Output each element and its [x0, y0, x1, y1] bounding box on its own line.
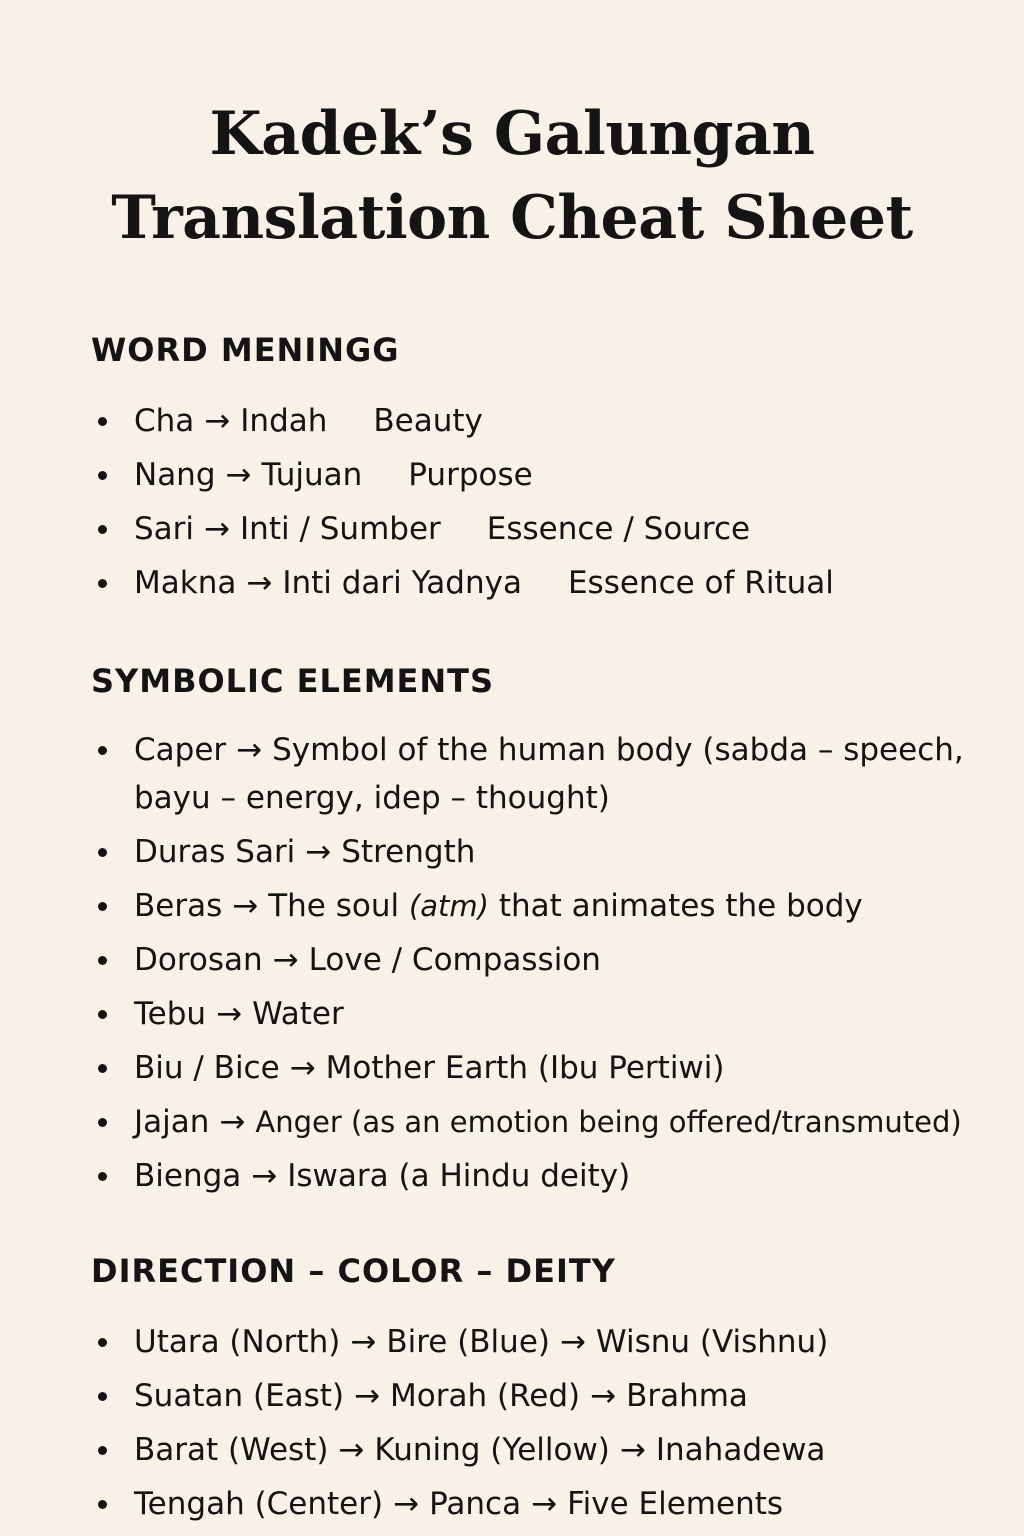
- arrow-icon: →: [251, 1158, 278, 1194]
- title-line-2: Translation Cheat Sheet: [111, 183, 913, 253]
- title-line-1: Kadek’s Galungan: [209, 99, 815, 169]
- list-item: [91, 1098, 981, 1146]
- bullet-icon: [98, 746, 107, 755]
- english-meaning: Beauty: [373, 403, 483, 439]
- arrow-icon: →: [590, 1378, 617, 1414]
- meaning-note: (atm): [408, 889, 489, 923]
- bullet-icon: [98, 471, 107, 480]
- meaning: Strength: [341, 834, 476, 870]
- deity: Brahma: [626, 1378, 748, 1414]
- bullet-icon: [98, 525, 107, 534]
- term: Sari: [134, 511, 195, 547]
- list-item: [91, 1318, 981, 1366]
- list-item: [91, 726, 981, 822]
- english-meaning: Essence of Ritual: [567, 565, 834, 601]
- meaning: Anger (as an emotion being offered/transmuted): [255, 1105, 962, 1139]
- meaning: Iswara (a Hindu deity): [287, 1158, 631, 1194]
- meaning-start: The soul: [268, 888, 400, 924]
- indonesian-meaning: Indah: [240, 403, 328, 439]
- color: Panca: [429, 1486, 522, 1522]
- arrow-icon: →: [305, 834, 332, 870]
- direction: Barat (West): [134, 1432, 329, 1468]
- bullet-icon: [98, 1064, 107, 1073]
- list-item: [91, 1426, 981, 1474]
- word-meaning-heading: WORD MENINGG: [91, 331, 400, 369]
- indonesian-meaning: Inti / Sumber: [240, 511, 441, 547]
- term: Jajan: [134, 1104, 210, 1140]
- term: Biu / Bice: [134, 1050, 280, 1086]
- deity: Wisnu (Vishnu): [595, 1324, 829, 1360]
- arrow-icon: →: [350, 1324, 377, 1360]
- bullet-icon: [98, 848, 107, 857]
- meaning-end: that animates the body: [498, 888, 863, 924]
- direction: Tengah (Center): [134, 1486, 384, 1522]
- meaning: Love / Compassion: [308, 942, 601, 978]
- bullet-icon: [98, 1392, 107, 1401]
- meaning: Symbol of the human body (sabda – speech, bayu – energy, idep – thought): [134, 732, 964, 816]
- term: Bienga: [134, 1158, 242, 1194]
- meaning: Mother Earth (Ibu Pertiwi): [325, 1050, 725, 1086]
- list-item: [91, 828, 981, 876]
- list-item: [91, 559, 981, 607]
- color: Kuning (Yellow): [374, 1432, 610, 1468]
- page-title: [0, 92, 1024, 260]
- list-item: [91, 1480, 981, 1528]
- term: Tebu: [134, 996, 207, 1032]
- bullet-icon: [98, 1010, 107, 1019]
- direction-color-deity-list: [91, 1318, 981, 1534]
- arrow-icon: →: [216, 996, 243, 1032]
- arrow-icon: →: [560, 1324, 586, 1360]
- arrow-icon: →: [289, 1050, 316, 1086]
- indonesian-meaning: Inti dari Yadnya: [282, 565, 522, 601]
- bullet-icon: [98, 956, 107, 965]
- arrow-icon: →: [393, 1486, 420, 1522]
- list-item: [91, 990, 981, 1038]
- direction: Utara (North): [134, 1324, 341, 1360]
- arrow-icon: →: [232, 888, 259, 924]
- arrow-icon: →: [204, 403, 231, 439]
- term: Makna: [134, 565, 237, 601]
- term: Dorosan: [134, 942, 263, 978]
- bullet-icon: [98, 1118, 107, 1127]
- bullet-icon: [98, 1172, 107, 1181]
- list-item: [91, 936, 981, 984]
- arrow-icon: →: [246, 565, 273, 601]
- bullet-icon: [98, 579, 107, 588]
- list-item: [91, 882, 981, 930]
- list-item: [91, 451, 981, 499]
- symbolic-elements-list: [91, 726, 981, 1206]
- arrow-icon: →: [204, 511, 231, 547]
- list-item: [91, 1152, 981, 1200]
- deity: Five Elements: [567, 1486, 784, 1522]
- bullet-icon: [98, 1338, 107, 1347]
- term: Caper: [134, 732, 227, 768]
- arrow-icon: →: [236, 732, 263, 768]
- word-meaning-list: [91, 397, 981, 613]
- symbolic-elements-heading: SYMBOLIC ELEMENTS: [91, 662, 495, 700]
- arrow-icon: →: [338, 1432, 365, 1468]
- color: Morah (Red): [390, 1378, 581, 1414]
- deity: Inahadewa: [655, 1432, 826, 1468]
- meaning: Water: [252, 996, 344, 1032]
- list-item: [91, 1044, 981, 1092]
- arrow-icon: →: [225, 457, 252, 493]
- term: Beras: [134, 888, 223, 924]
- term: Duras Sari: [134, 834, 296, 870]
- direction-color-deity-heading: DIRECTION – COLOR – DEITY: [91, 1252, 616, 1290]
- arrow-icon: →: [619, 1432, 646, 1468]
- arrow-icon: →: [272, 942, 299, 978]
- bullet-icon: [98, 1500, 107, 1509]
- english-meaning: Purpose: [408, 457, 533, 493]
- arrow-icon: →: [219, 1104, 246, 1140]
- arrow-icon: →: [531, 1486, 558, 1522]
- list-item: [91, 505, 981, 553]
- color: Bire (Blue): [386, 1324, 550, 1360]
- indonesian-meaning: Tujuan: [261, 457, 363, 493]
- bullet-icon: [98, 902, 107, 911]
- bullet-icon: [98, 1446, 107, 1455]
- term: Cha: [134, 403, 195, 439]
- arrow-icon: →: [354, 1378, 381, 1414]
- bullet-icon: [98, 417, 107, 426]
- list-item: [91, 1372, 981, 1420]
- list-item: [91, 397, 981, 445]
- term: Nang: [134, 457, 216, 493]
- english-meaning: Essence / Source: [486, 511, 751, 547]
- direction: Suatan (East): [134, 1378, 345, 1414]
